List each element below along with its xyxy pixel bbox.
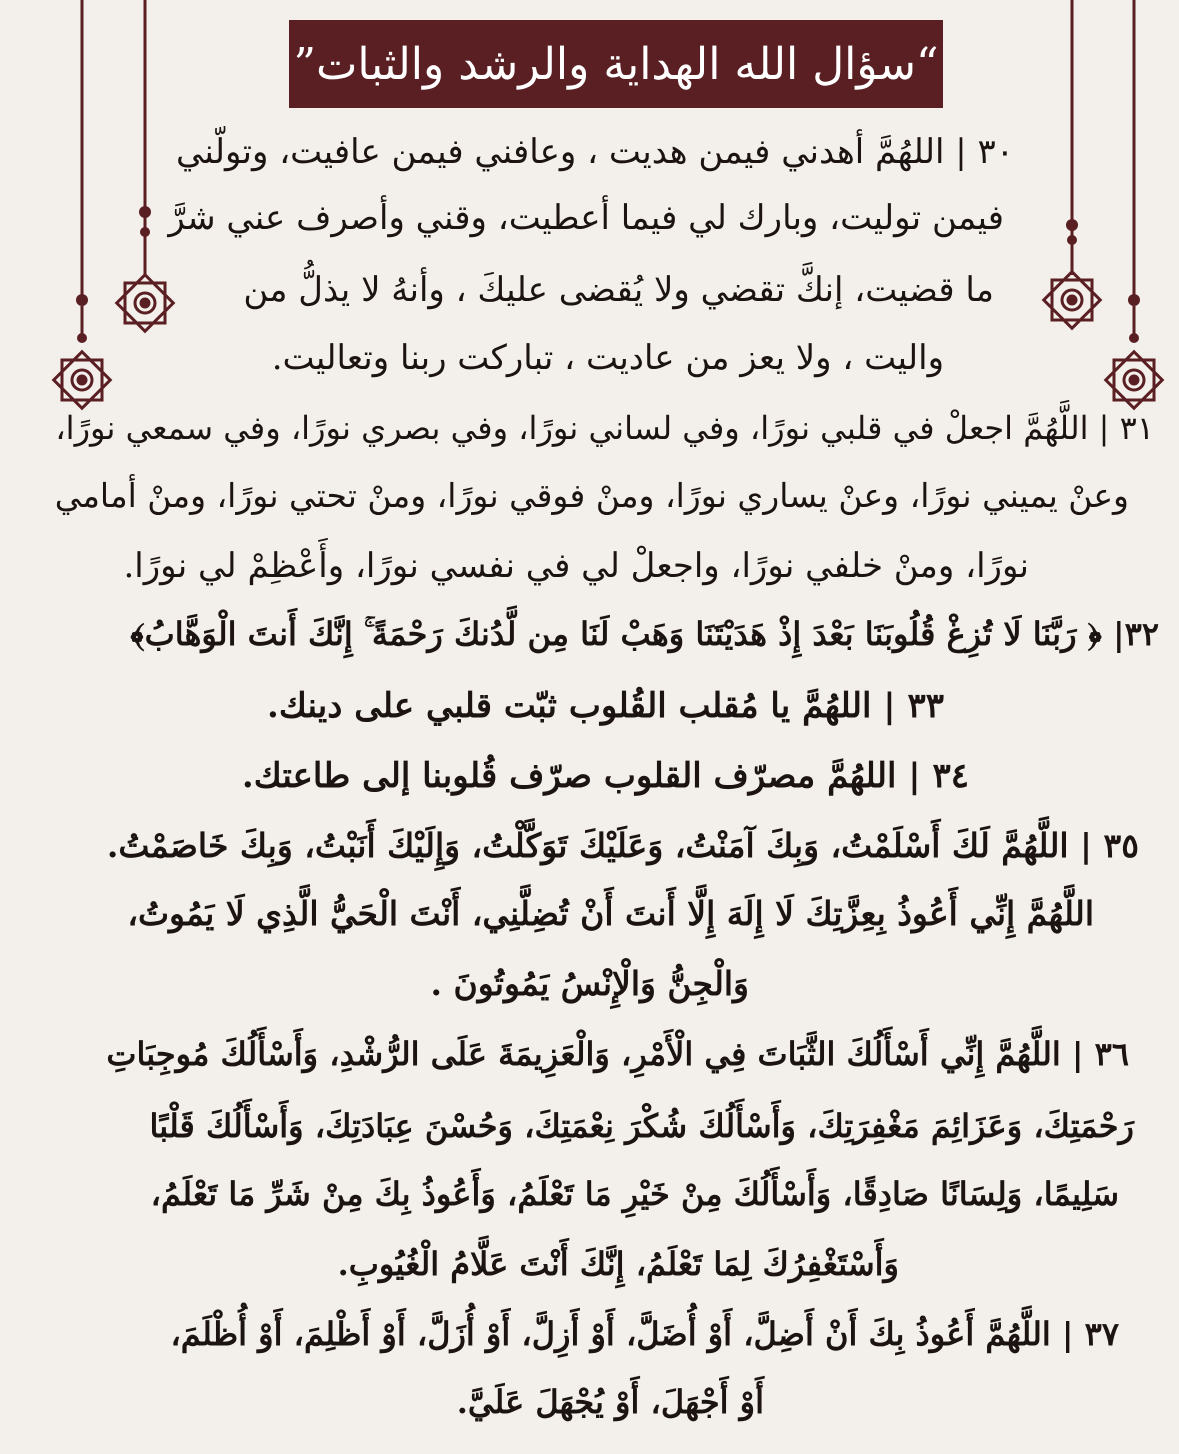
dua-33-line-1: ٣٣ | اللهُمَّ يا مُقلب القُلوب ثبّت قلبي على دينك.	[267, 686, 944, 726]
dua-30-line-1: ٣٠ | اللهُمَّ أهدني فيمن هديت ، وعافني فيمن عافيت، وتولّني	[176, 132, 1014, 172]
dua-35-line-1: ٣٥ | اللَّهُمَّ لَكَ أَسْلَمْتُ، وَبِكَ آمَنْتُ، وَعَلَيْكَ تَوَكَّلْتُ، وَإِلَيْكَ أَنَبْتُ، وَبِكَ خَاصَمْتُ.	[106, 826, 1139, 865]
title-banner	[289, 20, 943, 108]
dua-37-line-1: ٣٧ | اللَّهُمَّ أَعُوذُ بِكَ أَنْ أَضِلَّ، أَوْ أُضَلَّ، أَوْ أَزِلَّ، أَوْ أُزَلَّ، أَوْ أَظْلِمَ، أَوْ أُظْلَمَ،	[170, 1315, 1119, 1353]
dua-36-line-2: رَحْمَتِكَ، وَعَزَائِمَ مَغْفِرَتِكَ، وَأَسْأَلُكَ شُكْرَ نِعْمَتِكَ، وَحُسْنَ عِبَادَتِكَ، وَأَسْأَلُكَ قَلْبًا	[149, 1107, 1134, 1145]
dua-35-line-3: وَالْجِنُّ وَالْإِنْسُ يَمُوتُونَ .	[430, 964, 749, 1003]
dua-30-line-4: واليت ، ولا يعز من عاديت ، تباركت ربنا وتعاليت.	[271, 338, 944, 378]
dua-36-line-1: ٣٦ | اللَّهُمَّ إِنِّي أَسْأَلُكَ الثَّبَاتَ فِي الْأَمْرِ، وَالْعَزِيمَةَ عَلَى الرُّشْدِ، وَأَسْأَلُكَ مُوجِبَاتِ	[106, 1035, 1129, 1073]
dua-32-line-1: ٣٢| ﴿ رَبَّنَا لَا تُزِغْ قُلُوبَنَا بَعْدَ إِذْ هَدَيْتَنَا وَهَبْ لَنَا مِن لَّدُنكَ رَحْمَةً ۚ إِنَّكَ أَنتَ الْوَهَّابُ﴾	[130, 615, 1159, 653]
dua-36-line-4: وَأَسْتَغْفِرُكَ لِمَا تَعْلَمُ، إِنَّكَ أَنْتَ عَلَّامُ الْغُيُوبِ.	[337, 1245, 899, 1283]
page-title: “سؤال الله الهداية والرشد والثبات”	[293, 38, 939, 90]
right-hanging-ornaments-icon	[979, 0, 1179, 420]
dua-30-line-2: فيمن توليت، وبارك لي فيما أعطيت، وقني وأصرف عني شرَّ	[168, 198, 1004, 238]
dua-37-line-2: أَوْ أَجْهَلَ، أَوْ يُجْهَلَ عَلَيَّ.	[456, 1383, 764, 1421]
dua-31-line-3: نورًا، ومنْ خلفي نورًا، واجعلْ لي في نفسي نورًا، وأَعْظِمْ لي نورًا.	[123, 546, 1029, 586]
dua-36-line-3: سَلِيمًا، وَلِسَانًا صَادِقًا، وَأَسْأَلُكَ مِنْ خَيْرِ مَا تَعْلَمُ، وَأَعُوذُ بِكَ مِنْ شَرِّ مَا تَعْلَمُ،	[150, 1175, 1119, 1213]
dua-30-line-3: ما قضيت، إنكَّ تقضي ولا يُقضى عليكَ ، وأنهُ لا يذلُّ من	[243, 270, 994, 310]
dua-35-line-2: اللَّهُمَّ إِنِّي أَعُوذُ بِعِزَّتِكَ لَا إِلَهَ إِلَّا أَنتَ أَنْ تُضِلَّنِي، أَنْتَ الْحَيُّ الَّذِي لَا يَمُوتُ،	[127, 894, 1094, 933]
dua-31-line-2: وعنْ يميني نورًا، وعنْ يساري نورًا، ومنْ فوقي نورًا، ومنْ تحتي نورًا، ومنْ أمامي	[54, 476, 1129, 515]
dua-31-line-1: ٣١ | اللَّهُمَّ اجعلْ في قلبي نورًا، وفي لساني نورًا، وفي بصري نورًا، وفي سمعي نورًا،	[55, 409, 1154, 447]
dua-34-line-1: ٣٤ | اللهُمَّ مصرّف القلوب صرّف قُلوبنا إلى طاعتك.	[241, 756, 969, 796]
